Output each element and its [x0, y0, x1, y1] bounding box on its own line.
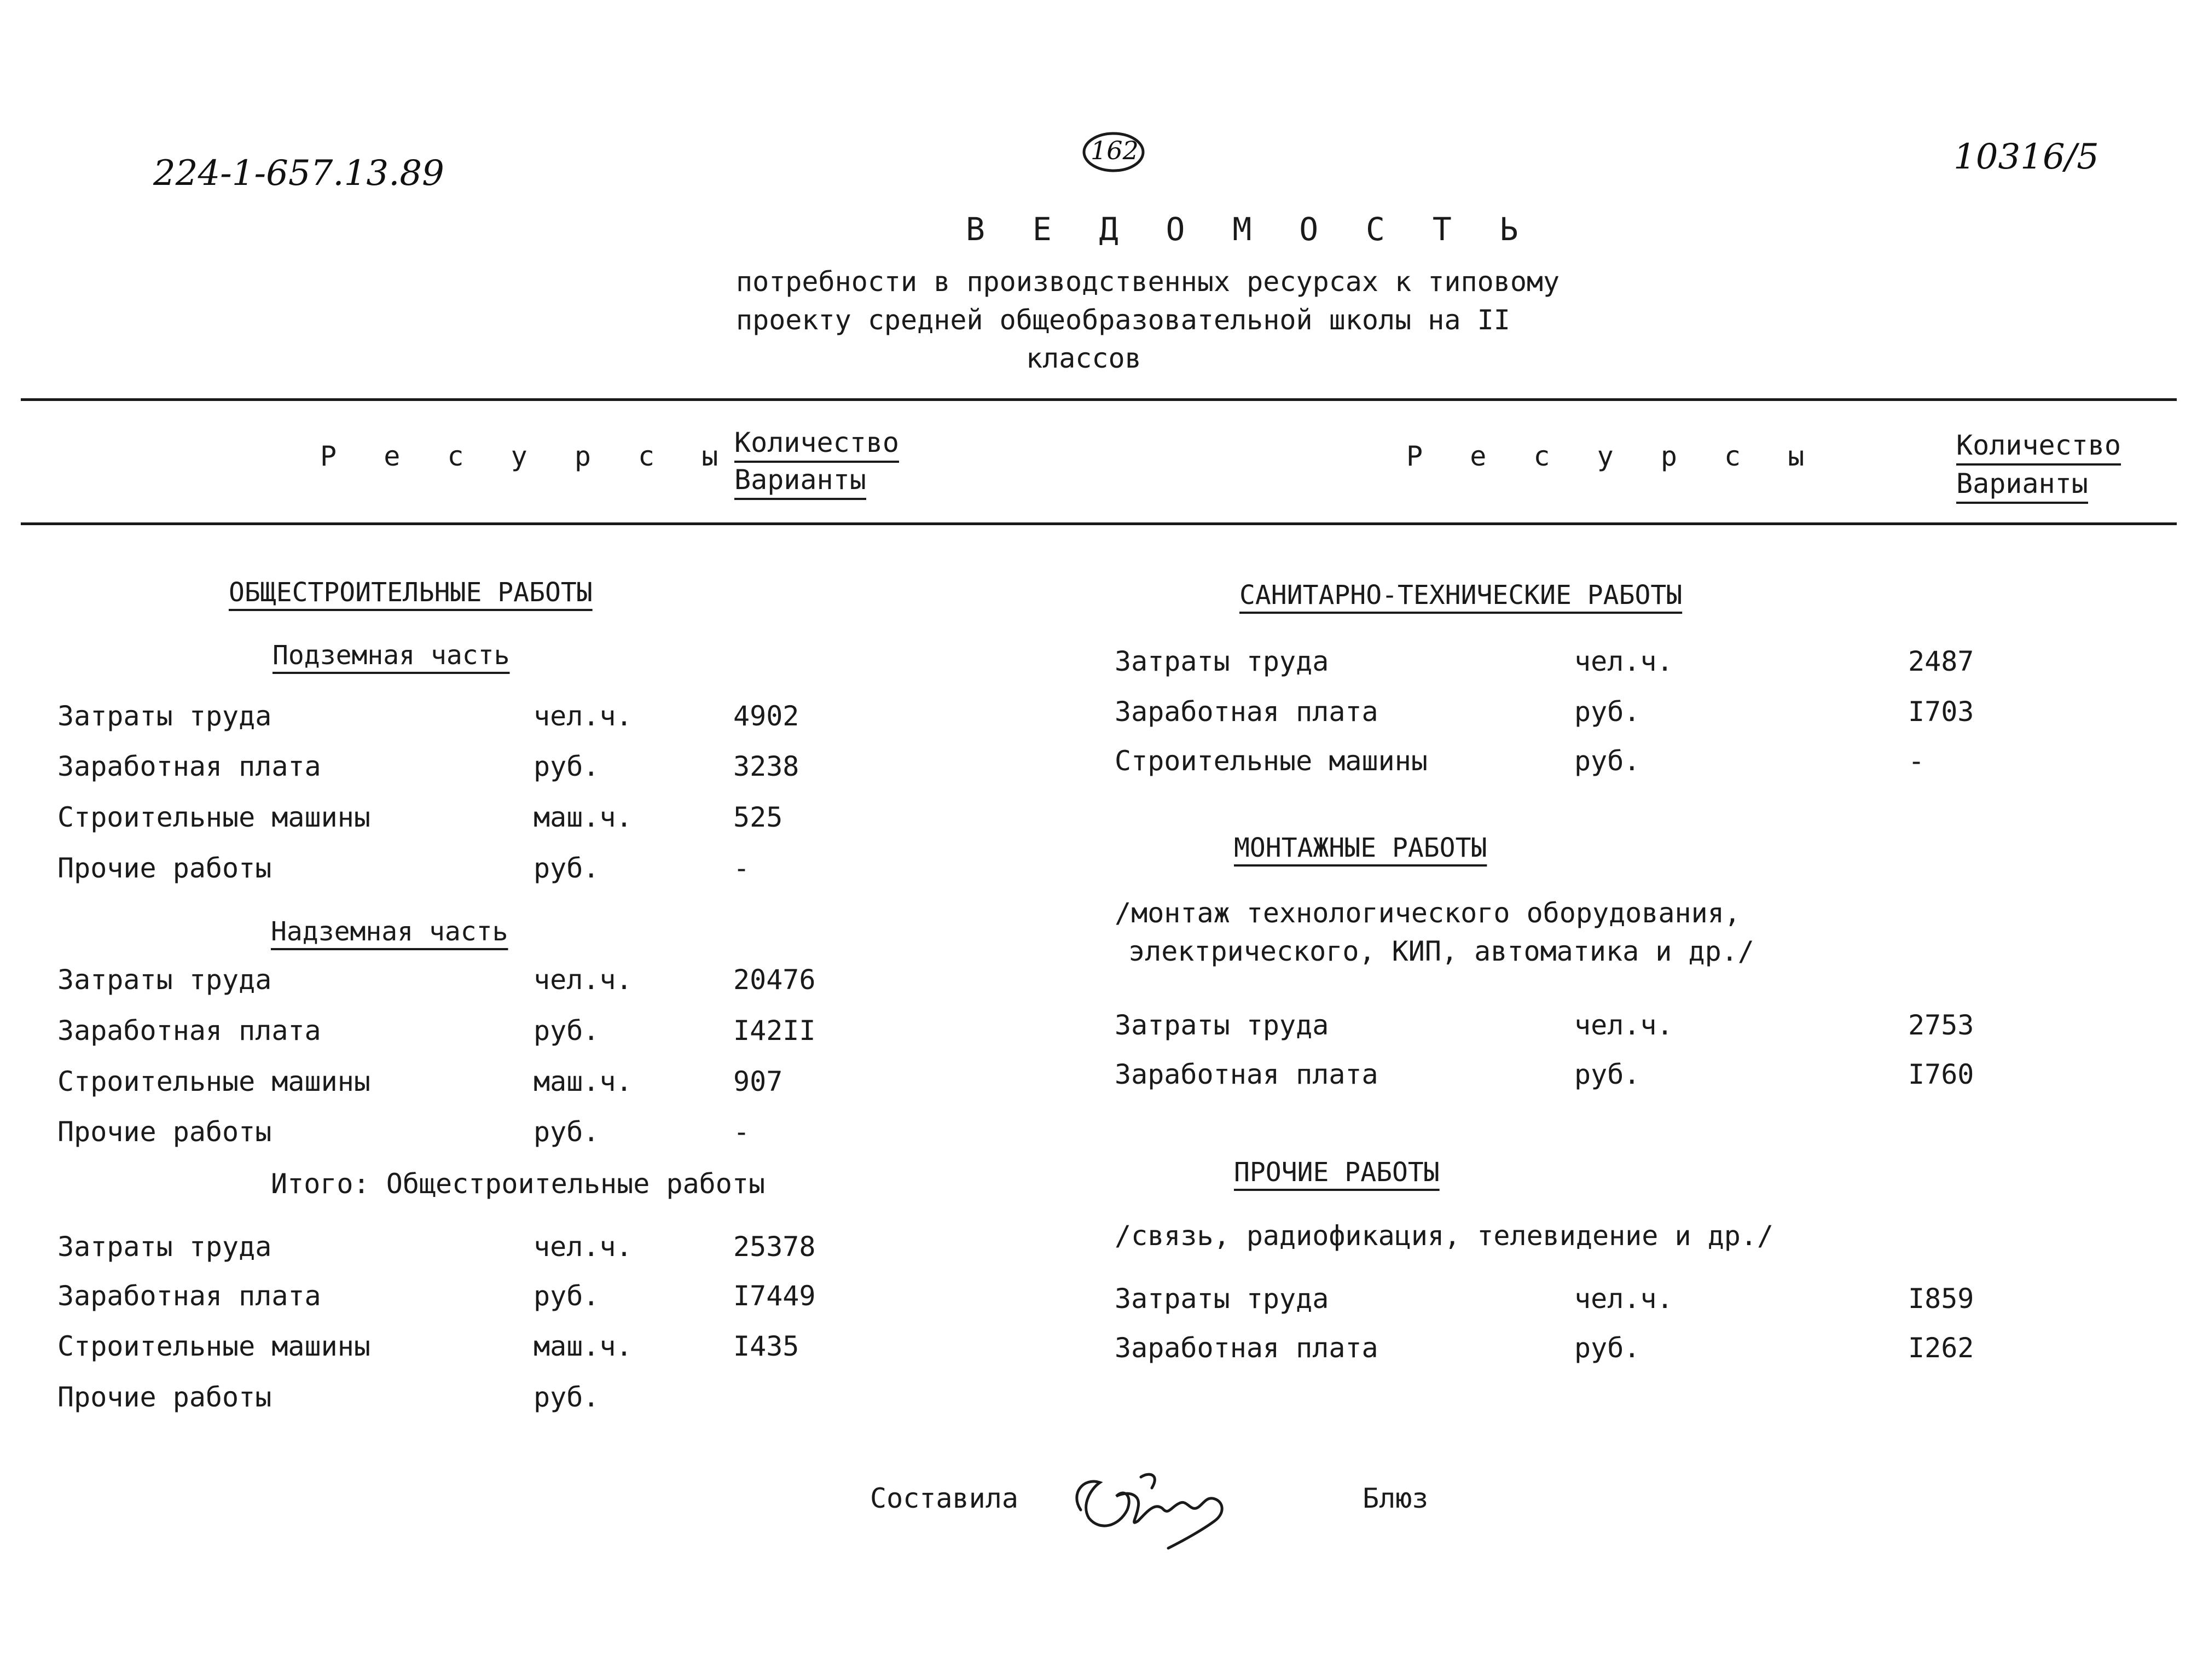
row-value: I760	[1908, 1059, 1974, 1090]
row-name: Заработная плата	[1115, 1332, 1378, 1364]
row-unit: чел.ч.	[1574, 646, 1673, 677]
signature-icon	[1059, 1444, 1239, 1559]
row-unit: маш.ч.	[534, 1330, 633, 1362]
row-value: 2753	[1908, 1009, 1974, 1041]
table-row	[57, 1381, 878, 1413]
installation-note-line-2: электрического, КИП, автоматика и др./	[1128, 935, 1754, 967]
table-row	[57, 1015, 878, 1047]
right-variants-header: Варианты	[1956, 468, 2088, 504]
row-unit: чел.ч.	[534, 964, 633, 996]
left-variants-header: Варианты	[734, 464, 866, 500]
row-unit: руб.	[1574, 1332, 1640, 1364]
row-unit: руб.	[1574, 696, 1640, 728]
row-unit: маш.ч.	[534, 1066, 633, 1097]
header-top-rule	[21, 398, 2177, 401]
page-number: 162	[1091, 136, 1139, 165]
row-value: 2487	[1908, 646, 1974, 677]
table-row	[1115, 1009, 2045, 1041]
table-row	[1115, 1332, 2045, 1364]
row-unit: руб.	[534, 852, 600, 884]
table-row	[57, 751, 878, 782]
row-name: Затраты труда	[1115, 646, 1329, 677]
row-unit: руб.	[534, 1280, 600, 1312]
row-unit: руб.	[534, 1381, 600, 1413]
row-name: Заработная плата	[57, 751, 321, 782]
row-value: 25378	[733, 1231, 816, 1263]
inventory-number: 10316/5	[1953, 137, 2099, 177]
subtitle-line-1: потребности в производственных ресурсах к типовому	[736, 266, 1560, 298]
subtitle-line-3: классов	[1026, 342, 1141, 374]
row-name: Прочие работы	[57, 1381, 272, 1413]
table-row	[57, 1066, 878, 1097]
left-quantity-header: Количество	[734, 427, 899, 463]
section-installation-works: МОНТАЖНЫЕ РАБОТЫ	[1234, 833, 1487, 863]
row-name: Затраты труда	[1115, 1009, 1329, 1041]
row-name: Заработная плата	[57, 1280, 321, 1312]
row-name: Заработная плата	[1115, 696, 1378, 728]
row-unit: руб.	[534, 751, 600, 782]
row-value: I262	[1908, 1332, 1974, 1364]
right-quantity-header: Количество	[1956, 429, 2121, 466]
subtitle-line-2: проекту средней общеобразовательной школы на II	[736, 304, 1510, 336]
table-row	[1115, 646, 2045, 677]
row-value: 20476	[733, 964, 816, 996]
table-row	[57, 1330, 878, 1362]
row-name: Заработная плата	[57, 1015, 321, 1047]
row-name: Затраты труда	[1115, 1283, 1329, 1315]
table-row	[57, 852, 878, 884]
row-unit: руб.	[534, 1116, 600, 1148]
row-unit: чел.ч.	[1574, 1283, 1673, 1315]
table-row	[57, 1116, 878, 1148]
document-code: 224-1-657.13.89	[153, 153, 444, 194]
table-row	[57, 1280, 878, 1312]
row-unit: чел.ч.	[1574, 1009, 1673, 1041]
compiled-by-label: Составила	[870, 1483, 1018, 1514]
subsection-aboveground: Надземная часть	[271, 916, 508, 947]
row-name: Затраты труда	[57, 700, 272, 732]
table-row	[57, 1231, 878, 1263]
row-unit: руб.	[1574, 745, 1640, 777]
row-value: -	[733, 1116, 750, 1148]
right-resources-header: Р е с у р с ы	[1406, 440, 1820, 472]
section-sanitary-works: САНИТАРНО-ТЕХНИЧЕСКИЕ РАБОТЫ	[1239, 580, 1683, 611]
signer-name: Блюз	[1363, 1483, 1429, 1514]
row-value: 907	[733, 1066, 783, 1097]
header-bottom-rule	[21, 522, 2177, 525]
left-resources-header: Р е с у р с ы	[320, 440, 734, 472]
table-row	[1115, 696, 2045, 728]
row-value: I42II	[733, 1015, 816, 1047]
table-row	[1115, 745, 2045, 777]
row-unit: маш.ч.	[534, 801, 633, 833]
section-general-construction: ОБЩЕСТРОИТЕЛЬНЫЕ РАБОТЫ	[229, 577, 593, 608]
row-value: I7449	[733, 1280, 816, 1312]
row-unit: руб.	[534, 1015, 600, 1047]
document-title: В Е Д О М О С Т Ь	[966, 211, 1533, 248]
row-value: I435	[733, 1330, 799, 1362]
installation-note-line-1: /монтаж технологического оборудования,	[1115, 897, 1741, 929]
signature	[1059, 1444, 1239, 1559]
row-value: 3238	[733, 751, 799, 782]
table-row	[1115, 1059, 2045, 1090]
row-unit: руб.	[1574, 1059, 1640, 1090]
page-number-stamp	[1081, 130, 1146, 174]
row-unit: чел.ч.	[534, 1231, 633, 1263]
row-name: Заработная плата	[1115, 1059, 1378, 1090]
row-value: 525	[733, 801, 783, 833]
row-unit: чел.ч.	[534, 700, 633, 732]
section-other-works: ПРОЧИЕ РАБОТЫ	[1234, 1157, 1440, 1188]
row-name: Прочие работы	[57, 852, 272, 884]
table-row	[1115, 1283, 2045, 1315]
row-name: Строительные машины	[57, 801, 370, 833]
row-value: I859	[1908, 1283, 1974, 1315]
row-value: I703	[1908, 696, 1974, 728]
row-value: 4902	[733, 700, 799, 732]
row-name: Строительные машины	[57, 1066, 370, 1097]
row-name: Строительные машины	[1115, 745, 1428, 777]
row-name: Затраты труда	[57, 964, 272, 996]
row-value: -	[1908, 745, 1925, 777]
subsection-underground: Подземная часть	[273, 640, 510, 671]
row-name: Прочие работы	[57, 1116, 272, 1148]
table-row	[57, 801, 878, 833]
other-works-note: /связь, радиофикация, телевидение и др./	[1115, 1220, 1774, 1252]
table-row	[57, 964, 878, 996]
row-value: -	[733, 852, 750, 884]
total-title: Итого: Общестроительные работы	[271, 1168, 766, 1200]
row-name: Затраты труда	[57, 1231, 272, 1263]
row-name: Строительные машины	[57, 1330, 370, 1362]
table-row	[57, 700, 878, 732]
